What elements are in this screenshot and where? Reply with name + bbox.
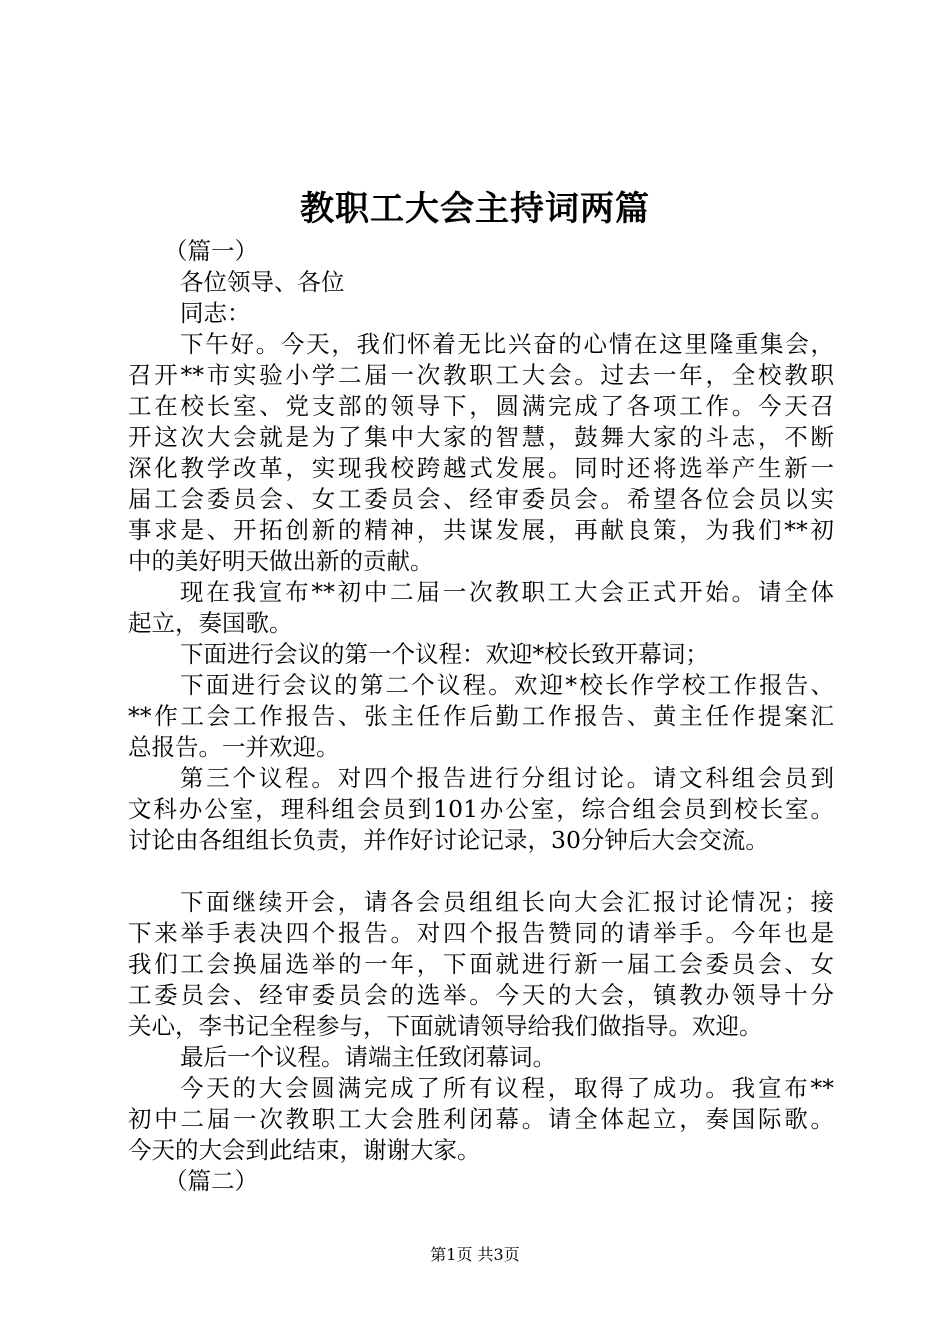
body-line: 下面进行会议的第一个议程：欢迎*校长致开幕词； [180,640,709,668]
document-body [128,236,834,1197]
body-line: 第三个议程。对四个报告进行分组讨论。请文科组会员到 [180,764,834,792]
body-line: 我们工会换届选举的一年，下面就进行新一届工会委员会、女 [128,950,834,978]
body-line: 今天的大会圆满完成了所有议程，取得了成功。我宣布** [180,1074,834,1102]
body-line: 下面继续开会，请各会员组组长向大会汇报讨论情况；接 [180,888,834,916]
body-line: 中的美好明天做出新的贡献。 [128,547,434,575]
body-line: 深化教学改革，实现我校跨越式发展。同时还将选举产生新一 [128,454,834,482]
body-line: 今天的大会到此结束，谢谢大家。 [128,1136,481,1164]
body-line: 召开**市实验小学二届一次教职工大会。过去一年，全校教职 [128,361,834,389]
body-line: 开这次大会就是为了集中大家的智慧，鼓舞大家的斗志，不断 [128,423,834,451]
body-line: 初中二届一次教职工大会胜利闭幕。请全体起立，奏国际歌。 [128,1105,834,1133]
body-line: 总报告。一并欢迎。 [128,733,340,761]
page-footer: 第1页 共3页 [430,1245,520,1264]
body-line: 最后一个议程。请端主任致闭幕词。 [180,1043,556,1071]
body-line: 文科办公室，理科组会员到101办公室，综合组会员到校长室。 [128,795,834,823]
body-line: **作工会工作报告、张主任作后勤工作报告、黄主任作提案汇 [128,702,834,730]
body-line: 下面进行会议的第二个议程。欢迎*校长作学校工作报告、 [180,671,834,699]
body-line: 下午好。今天，我们怀着无比兴奋的心情在这里隆重集会， [180,330,834,358]
body-line: 关心，李书记全程参与，下面就请领导给我们做指导。欢迎。 [128,1012,763,1040]
body-line: 同志： [180,299,251,327]
body-line: （篇一） [164,237,258,265]
body-line: 各位领导、各位 [180,268,345,296]
body-line: 工委员会、经审委员会的选举。今天的大会，镇教办领导十分 [128,981,834,1009]
body-line: 现在我宣布**初中二届一次教职工大会正式开始。请全体 [180,578,834,606]
body-line: 届工会委员会、女工委员会、经审委员会。希望各位会员以实 [128,485,834,513]
document-title: 教职工大会主持词两篇 [300,189,650,229]
blank-line [128,856,834,887]
body-line: 讨论由各组组长负责，并作好讨论记录，30分钟后大会交流。 [128,826,769,854]
body-line: 下来举手表决四个报告。对四个报告赞同的请举手。今年也是 [128,919,834,947]
body-line: 起立，奏国歌。 [128,609,293,637]
body-line: （篇二） [164,1167,258,1195]
body-line: 工在校长室、党支部的领导下，圆满完成了各项工作。今天召 [128,392,834,420]
body-line: 事求是、开拓创新的精神，共谋发展，再献良策，为我们**初 [128,516,834,544]
